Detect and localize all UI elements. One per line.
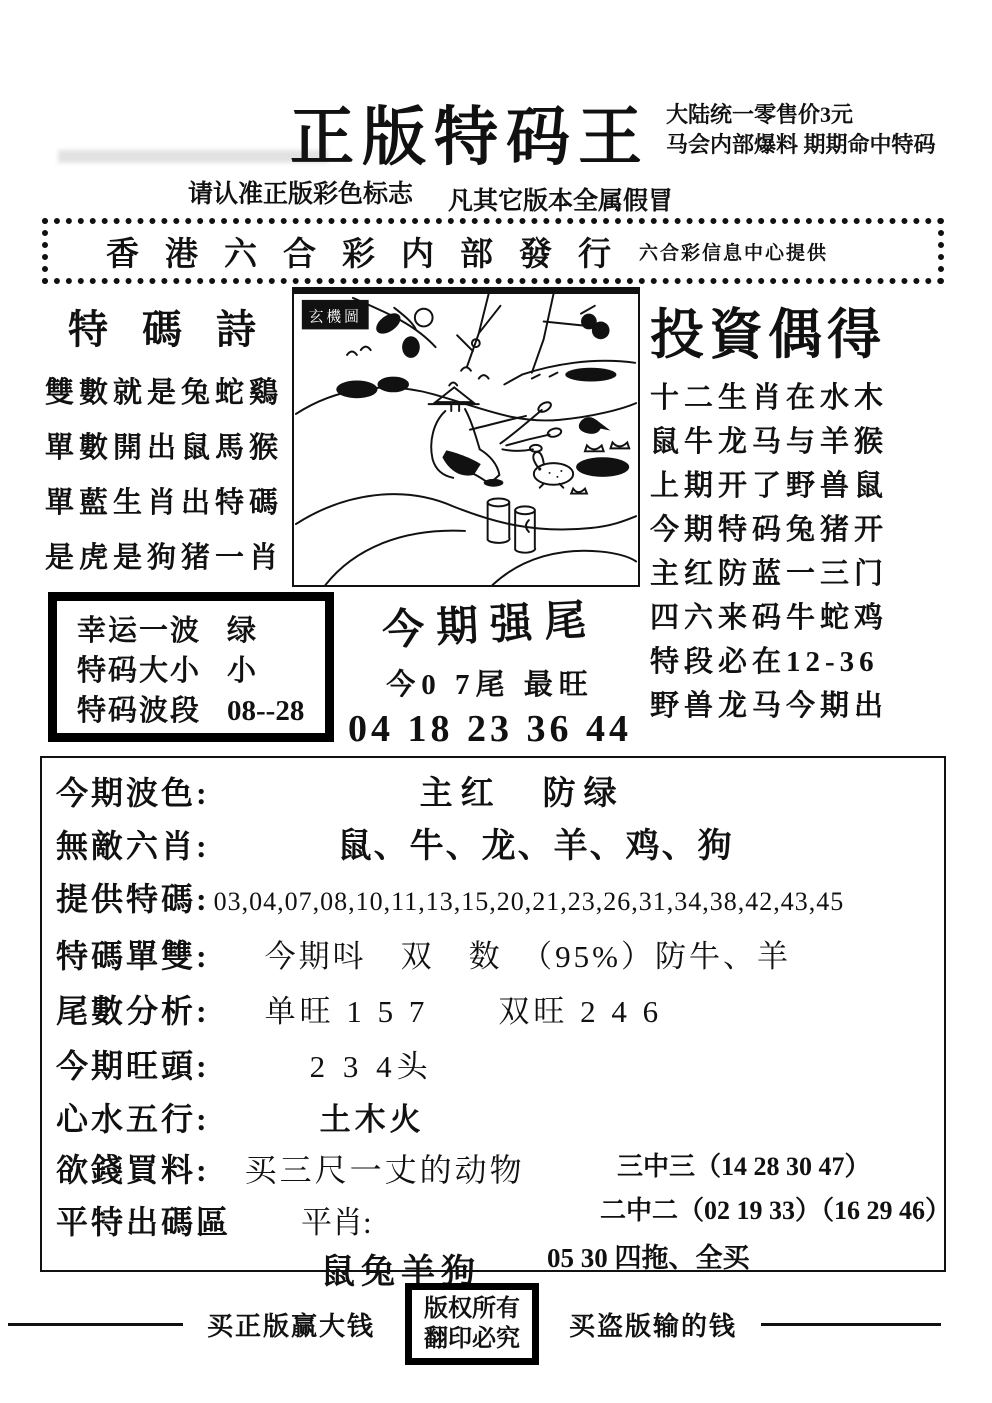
poem-line: 雙數就是兔蛇鷄 xyxy=(45,377,284,409)
copyright-line1: 版权所有 xyxy=(424,1296,521,1322)
lucky-row xyxy=(77,651,325,691)
mystery-label: 玄機圖 xyxy=(308,309,362,326)
issuer-banner-provider: 六合彩信息中心提供 xyxy=(639,242,829,264)
lucky-label: 幸运一波 xyxy=(77,615,202,647)
row-value: 土木火 xyxy=(319,1102,425,1137)
prediction-table xyxy=(40,756,952,1291)
row-label: 今期旺頭: xyxy=(56,1048,210,1084)
drag-all-buy-pick: 05 30 四拖、全买 xyxy=(547,1243,750,1273)
lucky-label: 特码大小 xyxy=(77,655,202,687)
poem-line: 單藍生肖出特碼 xyxy=(45,487,284,519)
row-value: 主红 防绿 xyxy=(419,776,625,812)
slogan-line: 马会内部爆料 期期命中特码 xyxy=(666,132,936,157)
lucky-label: 特码波段 xyxy=(77,695,202,727)
investment-tips xyxy=(650,292,950,721)
poem-line: 是虎是狗猪一肖 xyxy=(45,542,284,574)
footer xyxy=(8,1283,984,1365)
poem-line: 單數開出鼠馬猴 xyxy=(45,432,284,464)
row-label: 特碼單雙: xyxy=(56,938,210,974)
lucky-row xyxy=(77,611,325,651)
row-value: 2 3 4头 xyxy=(309,1049,433,1084)
investment-tip-line: 四六来码牛蛇鸡 xyxy=(650,602,889,634)
table-row xyxy=(56,933,944,980)
price-line: 大陆统一零售价3元 xyxy=(666,102,854,127)
footer-rule-right xyxy=(761,1323,941,1326)
row-value: 平肖: xyxy=(301,1205,372,1240)
row-label: 欲錢買料: xyxy=(56,1152,210,1188)
investment-tip-line: 特段必在12-36 xyxy=(650,646,879,678)
lucky-value: 小 xyxy=(227,655,257,687)
issuer-banner xyxy=(42,218,944,284)
mystery-illustration-svg xyxy=(294,294,638,585)
mystery-illustration xyxy=(292,287,640,587)
page-title: 正版特码王 xyxy=(290,102,650,173)
footer-right-text: 买盗版输的钱 xyxy=(569,1311,738,1341)
copyright-box xyxy=(405,1283,539,1365)
strong-tail-subtitle: 今0 7尾 最旺 xyxy=(386,669,594,701)
row-label: 平特出碼區 xyxy=(56,1204,232,1240)
table-row xyxy=(56,1096,944,1143)
investment-tip-line: 野兽龙马今期出 xyxy=(650,690,889,722)
table-row xyxy=(56,988,944,1035)
row-label: 今期波色: xyxy=(56,775,210,811)
lucky-value: 绿 xyxy=(227,615,257,647)
lucky-row xyxy=(77,691,325,731)
strong-tail-title: 今期强尾 xyxy=(381,597,600,655)
lucky-value: 08--28 xyxy=(227,695,305,727)
lucky-wave-box xyxy=(48,592,334,742)
row-value: 今期呌 双 数 （95%）防牛、羊 xyxy=(264,939,791,974)
row-value: 鼠、牛、龙、羊、鸡、狗 xyxy=(337,828,734,865)
table-row xyxy=(56,1043,944,1090)
row-label: 提供特碼: xyxy=(56,881,210,917)
table-row xyxy=(56,770,944,817)
authenticity-note: 请认准正版彩色标志 xyxy=(188,181,414,208)
investment-tip-line: 今期特码兔猪开 xyxy=(650,514,889,546)
row-label: 尾數分析: xyxy=(56,993,210,1029)
row-label: 心水五行: xyxy=(56,1101,210,1137)
three-of-three-pick: 三中三（14 28 30 47） xyxy=(617,1152,871,1181)
row-value: 鼠兔羊狗 xyxy=(321,1254,481,1291)
footer-left-text: 买正版赢大钱 xyxy=(207,1311,376,1341)
row-value: 买三尺一丈的动物 xyxy=(244,1152,525,1188)
strong-tail-section xyxy=(330,592,650,751)
row-label: 無敵六肖: xyxy=(56,828,210,864)
table-row xyxy=(56,876,944,925)
row-value: 单旺 1 5 7 双旺 2 4 6 xyxy=(264,994,663,1029)
strong-tail-numbers: 04 18 23 36 44 xyxy=(348,708,632,750)
footer-rule-left xyxy=(8,1323,183,1326)
investment-tip-line: 上期开了野兽鼠 xyxy=(650,470,889,502)
investment-tip-line: 十二生肖在水木 xyxy=(650,382,889,414)
investment-tips-title: 投資偶得 xyxy=(650,305,886,365)
investment-tip-line: 鼠牛龙马与羊猴 xyxy=(650,426,889,458)
poem-title: 特 碼 詩 xyxy=(68,307,268,352)
special-code-poem xyxy=(45,298,291,575)
table-row xyxy=(56,823,944,870)
copyright-line2: 翻印必究 xyxy=(424,1326,521,1352)
counterfeit-warning: 凡其它版本全属假冒 xyxy=(448,188,674,215)
row-value: 03,04,07,08,10,11,13,15,20,21,23,26,31,34,38,42,43,45 xyxy=(213,887,845,916)
print-smudge xyxy=(58,150,328,163)
investment-tip-line: 主红防蓝一三门 xyxy=(650,558,889,590)
issuer-banner-text: 香港六合彩内部發行 xyxy=(106,236,637,273)
two-of-two-pick: 二中二（02 19 33）（16 29 46） xyxy=(600,1196,952,1225)
